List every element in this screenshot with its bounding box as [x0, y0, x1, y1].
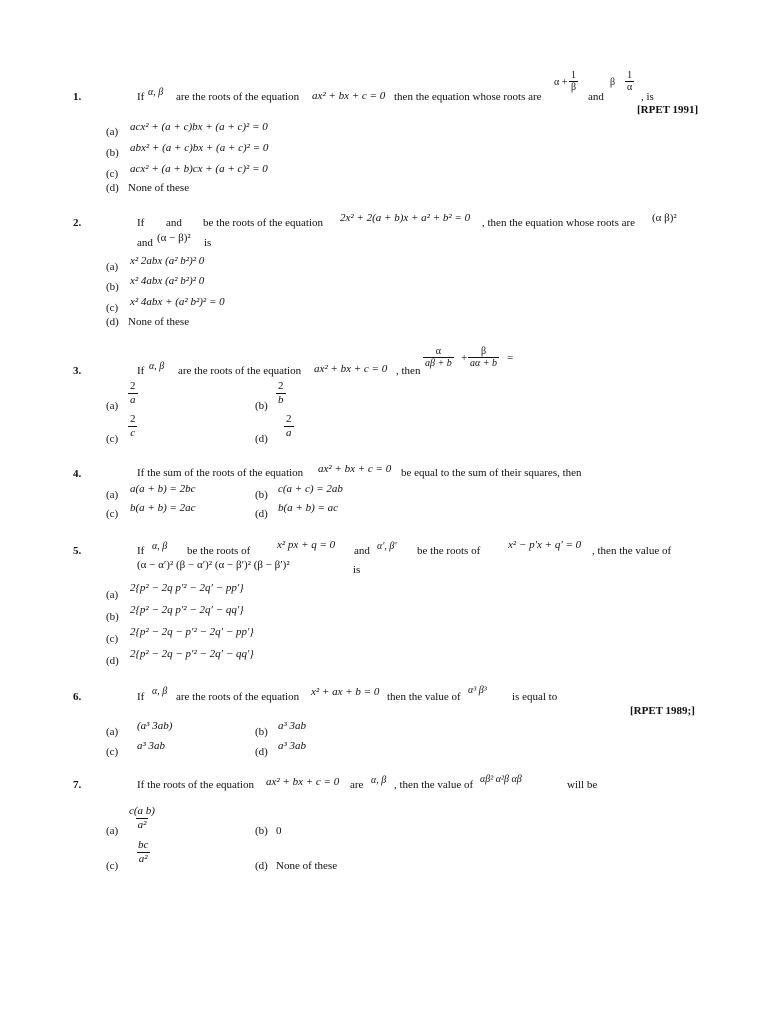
option-label: (a): [106, 825, 119, 837]
numerator: 1: [571, 70, 577, 81]
option-label: (a): [106, 400, 119, 412]
option-fraction: [284, 413, 294, 440]
option-text: acx² + (a + c)bx + (a + c)² = 0: [130, 121, 268, 133]
option-label: (a): [106, 489, 119, 501]
option-text: None of these: [128, 182, 190, 194]
option-text: a³ 3ab: [278, 720, 307, 732]
stem-math: (α − β)²: [157, 232, 191, 244]
option-fraction: [128, 380, 138, 407]
option-text: b(a + b) = ac: [278, 502, 339, 514]
stem-text: , then the equation whose roots are: [482, 217, 636, 229]
option-text: 2{p² − 2q p′² − 2q′ − qq′}: [130, 604, 244, 616]
stem-text: be the roots of the equation: [203, 217, 324, 229]
stem-text: are the roots of the equation: [176, 691, 300, 703]
option-label: (c): [106, 633, 119, 645]
question-number: 5.: [73, 545, 82, 557]
option-label: (d): [106, 655, 119, 667]
stem-text: , is: [641, 91, 654, 103]
fraction: [625, 70, 634, 93]
option-label: (b): [255, 726, 268, 738]
option-label: (b): [106, 147, 119, 159]
stem-text: If: [137, 691, 145, 703]
stem-text: then the value of: [387, 691, 461, 703]
option-label: (d): [106, 182, 119, 194]
stem-text: and: [166, 217, 182, 229]
denominator: a²: [138, 853, 148, 865]
stem-text: be the roots of: [417, 545, 481, 557]
option-text: x² 4abx + (a² b²)² = 0: [130, 296, 225, 308]
denominator: aα + b: [470, 358, 497, 369]
option-fraction: [276, 380, 286, 407]
option-label: (b): [106, 611, 119, 623]
option-text: None of these: [276, 860, 338, 872]
stem-text: , then the value of: [592, 545, 672, 557]
numerator: 2: [130, 380, 136, 392]
stem-text: If: [137, 217, 145, 229]
stem-text: are the roots of the equation: [178, 365, 302, 377]
numerator: α: [435, 346, 441, 357]
stem-text: If: [137, 365, 145, 377]
fraction: [423, 346, 454, 369]
stem-math: α +: [554, 77, 568, 88]
stem-text: and: [588, 91, 604, 103]
stem-variables: α′, β′: [377, 541, 397, 552]
stem-text: , then: [396, 365, 421, 377]
denominator: β: [571, 82, 577, 93]
option-label: (c): [106, 168, 119, 180]
stem-text: If the roots of the equation: [137, 779, 254, 791]
option-text: acx² + (a + b)cx + (a + c)² = 0: [130, 163, 268, 175]
stem-text: is: [353, 564, 361, 576]
stem-text: be the roots of: [187, 545, 251, 557]
denominator: b: [278, 394, 284, 406]
numerator: 2: [286, 413, 292, 425]
denominator: a: [130, 394, 136, 406]
option-fraction: [136, 839, 150, 866]
stem-text: then the equation whose roots are: [394, 91, 542, 103]
stem-text: be equal to the sum of their squares, then: [401, 467, 582, 479]
stem-text: , then the value of: [394, 779, 474, 791]
source-tag: [RPET 1991]: [637, 104, 699, 116]
option-label: (c): [106, 302, 119, 314]
question-number: 3.: [73, 365, 82, 377]
option-text: a³ 3ab: [278, 740, 307, 752]
numerator: 2: [130, 413, 136, 425]
numerator: 2: [278, 380, 284, 392]
option-label: (c): [106, 746, 119, 758]
question-number: 4.: [73, 468, 82, 480]
option-label: (b): [255, 400, 268, 412]
option-label: (d): [255, 860, 268, 872]
option-text: abx² + (a + c)bx + (a + c)² = 0: [130, 142, 269, 154]
option-label: (d): [255, 433, 268, 445]
stem-math: α³ β³: [468, 685, 487, 696]
stem-equation: ax² + bx + c = 0: [314, 363, 388, 375]
numerator: c(a b): [129, 805, 155, 817]
option-text: 2{p² − 2q − p′² − 2q′ − qq′}: [130, 648, 254, 660]
stem-text: is equal to: [512, 691, 558, 703]
stem-text: are: [350, 779, 364, 791]
stem-text: If: [137, 545, 145, 557]
stem-equation: ax² + bx + c = 0: [312, 90, 386, 102]
stem-math: =: [507, 352, 514, 364]
option-fraction: [128, 413, 138, 440]
stem-text: If the sum of the roots of the equation: [137, 467, 304, 479]
option-label: (c): [106, 433, 119, 445]
stem-math: αβ² α²β αβ: [480, 774, 522, 785]
stem-text: is: [204, 237, 212, 249]
option-text: x² 2abx (a² b²)² 0: [130, 255, 205, 267]
stem-math: +: [461, 352, 468, 364]
stem-equation: x² px + q = 0: [277, 539, 336, 551]
stem-text: If: [137, 91, 145, 103]
question-number: 7.: [73, 779, 82, 791]
fraction: [468, 346, 499, 369]
stem-text: and: [354, 545, 370, 557]
option-text: (a³ 3ab): [137, 720, 173, 732]
stem-variables: α, β: [148, 87, 164, 98]
stem-equation: ax² + bx + c = 0: [318, 463, 392, 475]
denominator: c: [130, 427, 136, 439]
stem-math: β: [610, 77, 616, 88]
stem-text: and: [137, 237, 153, 249]
option-text: a³ 3ab: [137, 740, 166, 752]
stem-text: are the roots of the equation: [176, 91, 300, 103]
question-number: 1.: [73, 91, 82, 103]
stem-equation: 2x² + 2(a + b)x + a² + b² = 0: [340, 212, 471, 224]
option-label: (c): [106, 508, 119, 520]
option-label: (d): [255, 746, 268, 758]
question-number: 6.: [73, 691, 82, 703]
option-text: None of these: [128, 316, 190, 328]
option-label: (b): [255, 825, 268, 837]
stem-math: (α − α′)² (β − α′)² (α − β′)² (β − β′)²: [137, 559, 290, 571]
stem-math: (α β)²: [652, 212, 677, 224]
numerator: 1: [627, 70, 633, 81]
stem-equation: ax² + bx + c = 0: [266, 776, 340, 788]
stem-variables: α, β: [149, 361, 165, 372]
option-text: 0: [276, 825, 282, 837]
option-text: x² 4abx (a² b²)² 0: [130, 275, 205, 287]
option-text: b(a + b) = 2ac: [130, 502, 196, 514]
option-label: (b): [106, 281, 119, 293]
option-text: 2{p² − 2q − p′² − 2q′ − pp′}: [130, 626, 254, 638]
stem-variables: α, β: [152, 541, 168, 552]
option-text: c(a + c) = 2ab: [278, 483, 343, 495]
numerator: β: [480, 346, 487, 357]
stem-variables: α, β: [371, 775, 387, 786]
option-label: (c): [106, 860, 119, 872]
option-label: (b): [255, 489, 268, 501]
option-text: 2{p² − 2q p′² − 2q′ − pp′}: [130, 582, 244, 594]
denominator: a²: [137, 819, 147, 831]
stem-variables: α, β: [152, 686, 168, 697]
option-label: (d): [106, 316, 119, 328]
numerator: bc: [138, 839, 149, 851]
option-fraction: [127, 805, 157, 832]
fraction: [569, 70, 578, 93]
option-label: (a): [106, 261, 119, 273]
option-text: a(a + b) = 2bc: [130, 483, 196, 495]
option-label: (a): [106, 589, 119, 601]
question-number: 2.: [73, 217, 82, 229]
denominator: α: [627, 82, 633, 93]
option-label: (a): [106, 126, 119, 138]
option-label: (d): [255, 508, 268, 520]
denominator: a: [286, 427, 292, 439]
stem-equation: x² + ax + b = 0: [311, 686, 380, 698]
denominator: aβ + b: [425, 358, 452, 369]
option-label: (a): [106, 726, 119, 738]
stem-text: will be: [567, 779, 598, 791]
source-tag: [RPET 1989;]: [630, 705, 695, 717]
stem-equation: x² − p′x + q′ = 0: [508, 539, 582, 551]
